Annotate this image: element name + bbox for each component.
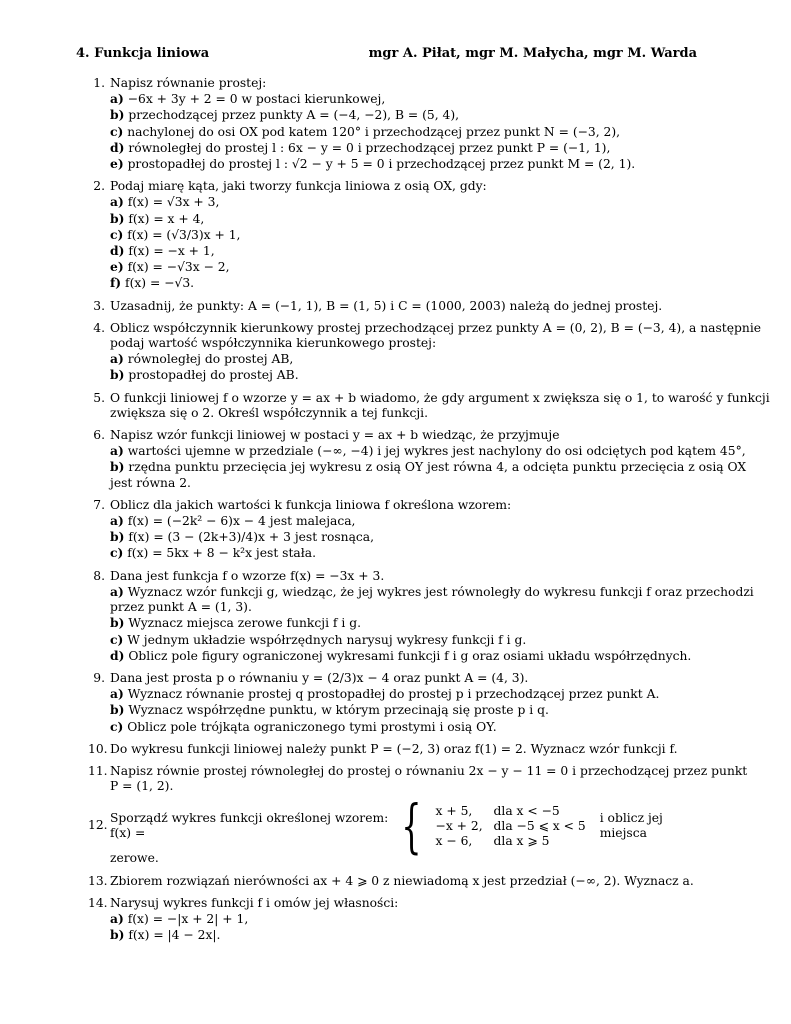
problem-text: Oblicz dla jakich wartości k funkcja liniowa f określona wzorem: <box>110 497 512 512</box>
problem-text: Dana jest prosta p o równaniu y = (2/3)x − 4 oraz punkt A = (4, 3). <box>110 670 529 685</box>
problem-line <box>110 702 700 718</box>
problem-text: O funkcji liniowej f o wzorze y = ax + b wiadomo, że gdy argument x zwiększa się o 1, to warość y funkcji <box>110 390 770 405</box>
problem-line <box>110 529 700 545</box>
problem-line <box>110 321 761 336</box>
problem-text: −6x + 3y + 2 = 0 w postaci kierunkowej, <box>123 92 386 107</box>
problem-4 <box>88 320 762 384</box>
problem-text: Wyznacz wzór funkcji g, wiedząc, że jej wykres jest równoległy do wykresu funkcji f oraz przechodzi <box>123 584 754 599</box>
problem-body <box>110 792 700 866</box>
problem-line <box>110 140 700 156</box>
subpoint-label: b) <box>110 459 125 475</box>
problem-number: 1. <box>93 76 105 90</box>
problem-line <box>110 545 700 561</box>
problem-body <box>110 874 700 889</box>
problem-text: równoległej do prostej l : 6x − y = 0 i przechodzącej przez punkt P = (−1, 1), <box>124 140 611 155</box>
problem-line <box>110 351 761 367</box>
problem-line <box>110 742 700 757</box>
problem-text: jest równa 2. <box>110 475 191 490</box>
subpoint-label: f) <box>110 275 122 291</box>
problem-line <box>110 194 700 210</box>
subpoint-label: e) <box>110 156 124 172</box>
problem-text: Wyznacz miejsca zerowe funkcji f i g. <box>124 616 361 631</box>
problem-number: 3. <box>93 298 105 313</box>
piecewise-case <box>436 819 586 834</box>
problem-line <box>110 91 700 107</box>
piecewise-intro: Sporządź wykres funkcji określonej wzorem: f(x) = <box>110 811 389 841</box>
page-header <box>76 46 697 61</box>
problem-text: Podaj miarę kąta, jaki tworzy funkcja liniowa z osią OX, gdy: <box>110 179 487 194</box>
problem-line <box>110 459 746 475</box>
problem-9 <box>88 671 700 735</box>
problem-line <box>110 428 746 443</box>
problem-text: prostopadłej do prostej l : √2 − y + 5 = 0 i przechodzącej przez punkt M = (2, 1). <box>123 157 636 172</box>
problem-number: 4. <box>93 320 105 335</box>
problem-line <box>110 299 700 314</box>
problem-text: podaj wartość współczynnika kierunkowego prostej: <box>110 336 437 351</box>
subpoint-label: a) <box>110 194 124 210</box>
problem-line <box>110 600 754 615</box>
problem-11 <box>88 763 748 794</box>
problem-text: Oblicz współczynnik kierunkowy prostej przechodzącej przez punkty A = (0, 2), B = (−3, 4), a następnie <box>110 320 762 335</box>
problem-line <box>110 406 770 421</box>
problem-line <box>110 896 700 911</box>
problem-line <box>110 513 700 529</box>
problem-number: 10. <box>88 741 108 756</box>
problem-line <box>110 498 700 513</box>
problem-body <box>110 764 747 794</box>
subpoint-label: d) <box>110 243 125 259</box>
problem-number: 6. <box>93 428 105 443</box>
problem-6 <box>88 428 747 491</box>
problem-text: f(x) = (−2k² − 6)x − 4 jest malejaca, <box>123 514 356 529</box>
problem-text: f(x) = |4 − 2x|. <box>124 928 221 943</box>
problem-body <box>110 321 761 384</box>
problem-12 <box>88 792 700 866</box>
problem-body <box>110 179 700 291</box>
problem-body <box>110 742 700 757</box>
problem-text: f(x) = (3 − (2k+3)/4)x + 3 jest rosnąca, <box>124 530 375 545</box>
problem-text: W jednym układzie współrzędnych narysuj wykresy funkcji f i g. <box>123 632 527 647</box>
subpoint-label: b) <box>110 615 125 631</box>
subpoint-label: a) <box>110 686 124 702</box>
problem-number: 5. <box>93 390 105 405</box>
subpoint-label: b) <box>110 367 125 383</box>
problem-text: f(x) = −√3. <box>121 276 195 291</box>
problem-line <box>110 336 761 351</box>
problem-line <box>110 156 700 172</box>
problem-2 <box>88 179 700 291</box>
problem-number: 12. <box>88 818 108 833</box>
subpoint-label: c) <box>110 631 124 647</box>
problem-line <box>110 874 700 889</box>
left-brace-icon: { <box>400 792 422 861</box>
problem-body <box>110 76 700 172</box>
problem-list <box>88 76 770 950</box>
problem-line <box>110 179 700 194</box>
problem-text: f(x) = x + 4, <box>124 211 205 226</box>
problem-body <box>110 299 700 314</box>
problem-number: 9. <box>93 670 105 685</box>
subpoint-label: b) <box>110 702 125 718</box>
problem-line <box>110 76 700 91</box>
problem-line <box>110 927 700 943</box>
subpoint-label: c) <box>110 718 124 734</box>
problem-line <box>110 211 700 227</box>
problem-text: Zbiorem rozwiązań nierówności ax + 4 ⩾ 0 z niewiadomą x jest przedział (−∞, 2). Wyznacz a. <box>110 873 694 888</box>
problem-text: równoległej do prostej AB, <box>123 352 294 367</box>
problem-10 <box>88 742 700 757</box>
problem-line <box>110 227 700 243</box>
problem-14 <box>88 896 700 944</box>
authors: mgr A. Piłat, mgr M. Małycha, mgr M. Warda <box>368 46 697 61</box>
subpoint-label: b) <box>110 107 125 123</box>
subpoint-label: b) <box>110 927 125 943</box>
subpoint-label: d) <box>110 139 125 155</box>
problem-line <box>110 476 746 491</box>
problem-text: przechodzącej przez punkty A = (−4, −2), B = (5, 4), <box>124 108 460 123</box>
problem-line <box>110 124 700 140</box>
piecewise-case <box>436 834 586 849</box>
problem-13 <box>88 874 700 889</box>
problem-number: 14. <box>88 895 108 910</box>
problem-line <box>110 259 700 275</box>
problem-body <box>110 498 700 562</box>
problem-1 <box>88 76 700 172</box>
problem-line <box>110 243 700 259</box>
subpoint-label: a) <box>110 351 124 367</box>
piecewise-after: i oblicz jej miejsca <box>599 811 663 841</box>
case-expression: x − 6, <box>435 833 473 848</box>
problem-text: zwiększa się o 2. Określ współczynnik a tej funkcji. <box>110 405 429 420</box>
subpoint-label: b) <box>110 529 125 545</box>
problem-line <box>110 391 770 406</box>
problem-text: rzędna punktu przecięcia jej wykresu z osią OY jest równa 4, a odcięta punktu przecięcia z osią OX <box>124 460 747 475</box>
problem-text: Oblicz pole figury ograniczonej wykresami funkcji f i g oraz osiami układu współrzędnych. <box>124 648 692 663</box>
problem-text: f(x) = √3x + 3, <box>123 195 220 210</box>
problem-number: 8. <box>93 568 105 583</box>
problem-text: P = (1, 2). <box>110 779 174 794</box>
problem-text: Napisz równie prostej równoległej do prostej o równaniu 2x − y − 11 = 0 i przechodzącej przez punkt <box>110 763 748 778</box>
piecewise-case <box>436 804 586 819</box>
problem-text: Dana jest funkcja f o wzorze f(x) = −3x + 3. <box>110 568 385 583</box>
problem-line <box>110 671 700 686</box>
case-expression: −x + 2, <box>435 818 483 833</box>
problem-line <box>110 584 754 600</box>
problem-3 <box>88 299 700 314</box>
subpoint-label: c) <box>110 545 124 561</box>
piecewise-cases <box>436 804 586 850</box>
problem-line <box>110 569 754 584</box>
subpoint-label: b) <box>110 210 125 226</box>
problem-text: prostopadłej do prostej AB. <box>124 368 299 383</box>
problem-number: 7. <box>93 497 105 512</box>
problem-text: f(x) = −x + 1, <box>124 244 215 259</box>
problem-line <box>110 719 700 735</box>
problem-text: nachylonej do osi OX pod katem 120° i przechodzącej przez punkt N = (−3, 2), <box>123 124 621 139</box>
subpoint-label: d) <box>110 647 125 663</box>
problem-line <box>110 911 700 927</box>
problem-text: Wyznacz równanie prostej q prostopadłej do prostej p i przechodzącej przez punkt A. <box>123 687 660 702</box>
subpoint-label: a) <box>110 583 124 599</box>
problem-body <box>110 391 770 421</box>
problem-8 <box>88 568 754 664</box>
problem-text: Do wykresu funkcji liniowej należy punkt P = (−2, 3) oraz f(1) = 2. Wyznacz wzór funkcji f. <box>110 741 678 756</box>
problem-number: 2. <box>93 179 105 194</box>
problem-line <box>110 107 700 123</box>
problem-text: Uzasadnij, że punkty: A = (−1, 1), B = (1, 5) i C = (1000, 2003) należą do jednej prostej. <box>110 298 663 313</box>
problem-body <box>110 569 754 664</box>
problem-body <box>110 428 746 491</box>
problem-text: przez punkt A = (1, 3). <box>110 600 252 615</box>
subpoint-label: a) <box>110 910 124 926</box>
problem-text: f(x) = −|x + 2| + 1, <box>123 911 249 926</box>
problem-text: Oblicz pole trójkąta ograniczonego tymi prostymi i osią OY. <box>123 719 497 734</box>
subpoint-label: e) <box>110 259 124 275</box>
problem-line <box>110 275 700 291</box>
subpoint-label: c) <box>110 123 124 139</box>
subpoint-label: a) <box>110 513 124 529</box>
problem-line <box>110 779 747 794</box>
problem-line <box>110 443 746 459</box>
subpoint-label: a) <box>110 91 124 107</box>
problem-line <box>110 764 747 779</box>
problem-line <box>110 686 700 702</box>
problem-line <box>110 367 761 383</box>
subpoint-label: a) <box>110 443 124 459</box>
problem-body <box>110 671 700 735</box>
case-condition: dla x < −5 <box>493 803 560 818</box>
problem-text: f(x) = 5kx + 8 − k²x jest stała. <box>123 546 316 561</box>
problem-text: Napisz wzór funkcji liniowej w postaci y = ax + b wiedząc, że przyjmuje <box>110 428 560 443</box>
problem-text: wartości ujemne w przedziale (−∞, −4) i jej wykres jest nachylony do osi odciętych pod kątem 45°, <box>123 444 746 459</box>
problem-text: Wyznacz współrzędne punktu, w którym przecinają się proste p i q. <box>124 703 549 718</box>
problem-line <box>110 615 754 631</box>
problem-5 <box>88 390 770 421</box>
case-condition: dla x ⩾ 5 <box>493 833 550 848</box>
problem-text: Napisz równanie prostej: <box>110 76 267 90</box>
problem-body <box>110 896 700 944</box>
problem-number: 13. <box>88 873 108 888</box>
problem-text: Narysuj wykres funkcji f i omów jej własności: <box>110 895 399 910</box>
case-expression: x + 5, <box>435 803 473 818</box>
problem-line <box>110 632 754 648</box>
problem-text: f(x) = (√3/3)x + 1, <box>123 227 241 242</box>
problem-7 <box>88 498 700 562</box>
case-condition: dla −5 ⩽ x < 5 <box>493 818 586 833</box>
problem-text: f(x) = −√3x − 2, <box>123 260 230 275</box>
problem-line <box>110 648 754 664</box>
problem-number: 11. <box>88 763 108 778</box>
section-title: 4. Funkcja liniowa <box>76 46 210 61</box>
piecewise-tail: zerowe. <box>110 851 159 866</box>
subpoint-label: c) <box>110 226 124 242</box>
